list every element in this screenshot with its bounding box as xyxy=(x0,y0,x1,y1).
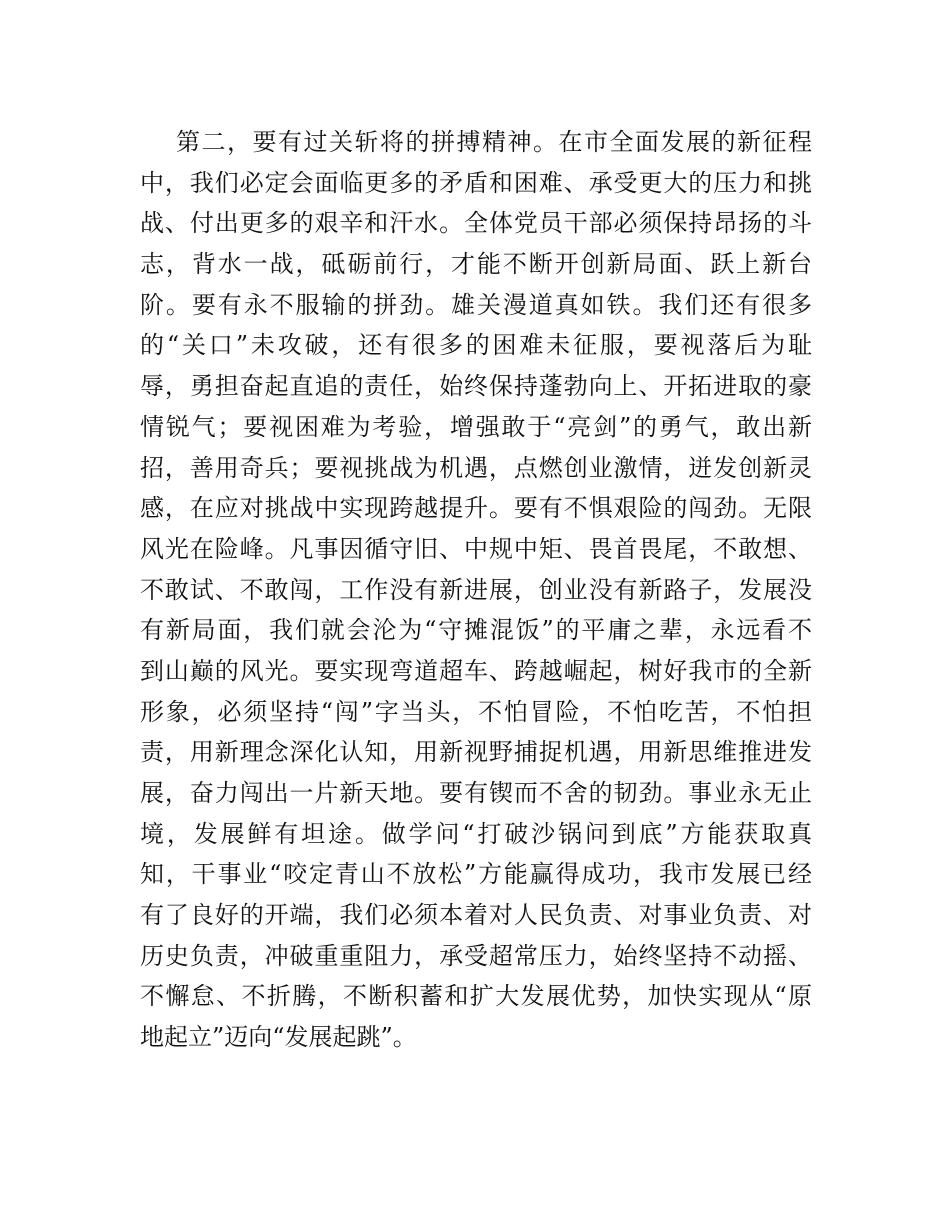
paragraph-line: 风光在险峰。凡事因循守旧、中规中矩、畏首畏尾，不敢想、 xyxy=(140,534,812,563)
body-paragraph xyxy=(140,122,812,1058)
paragraph-line: 辱，勇担奋起直追的责任，始终保持蓬勃向上、开拓进取的豪 xyxy=(140,372,812,401)
paragraph-line: 招，善用奇兵；要视挑战为机遇，点燃创业激情，迸发创新灵 xyxy=(140,453,812,482)
paragraph-line: 知，干事业“咬定青山不放松”方能赢得成功，我市发展已经 xyxy=(140,860,812,889)
paragraph-line: 不敢试、不敢闯，工作没有新进展，创业没有新路子，发展没 xyxy=(140,575,812,604)
paragraph-line: 地起立”迈向“发展起跳”。 xyxy=(140,1023,417,1052)
paragraph-line: 境，发展鲜有坦途。做学问“打破沙锅问到底”方能获取真 xyxy=(140,819,812,848)
paragraph-line: 责，用新理念深化认知，用新视野捕捉机遇，用新思维推进发 xyxy=(140,738,812,767)
paragraph-line: 中，我们必定会面临更多的矛盾和困难、承受更大的压力和挑 xyxy=(140,168,812,197)
paragraph-line: 战、付出更多的艰辛和汗水。全体党员干部必须保持昂扬的斗 xyxy=(140,209,812,238)
paragraph-line: 形象，必须坚持“闯”字当头，不怕冒险，不怕吃苦，不怕担 xyxy=(140,697,812,726)
paragraph-line: 有了良好的开端，我们必须本着对人民负责、对事业负责、对 xyxy=(140,901,812,930)
paragraph-line: 到山巅的风光。要实现弯道超车、跨越崛起，树好我市的全新 xyxy=(140,656,812,685)
paragraph-line: 志，背水一战，砥砺前行，才能不断开创新局面、跃上新台 xyxy=(140,250,812,279)
paragraph-line: 第二，要有过关斩将的拼搏精神。在市全面发展的新征程 xyxy=(176,128,812,156)
paragraph-line: 历史负责，冲破重重阻力，承受超常压力，始终坚持不动摇、 xyxy=(140,941,812,970)
paragraph-line: 阶。要有永不服输的拼劲。雄关漫道真如铁。我们还有很多 xyxy=(140,290,812,319)
paragraph-line: 有新局面，我们就会沦为“守摊混饭”的平庸之辈，永远看不 xyxy=(140,616,812,645)
paragraph-line: 情锐气；要视困难为考验，增强敢于“亮剑”的勇气，敢出新 xyxy=(140,412,812,441)
paragraph-line: 感，在应对挑战中实现跨越提升。要有不惧艰险的闯劲。无限 xyxy=(140,494,812,523)
paragraph-line: 的“关口”未攻破，还有很多的困难未征服，要视落后为耻 xyxy=(140,331,812,360)
paragraph-line: 不懈怠、不折腾，不断积蓄和扩大发展优势，加快实现从“原 xyxy=(140,982,812,1011)
paragraph-line: 展，奋力闯出一片新天地。要有锲而不舍的韧劲。事业永无止 xyxy=(140,779,812,807)
